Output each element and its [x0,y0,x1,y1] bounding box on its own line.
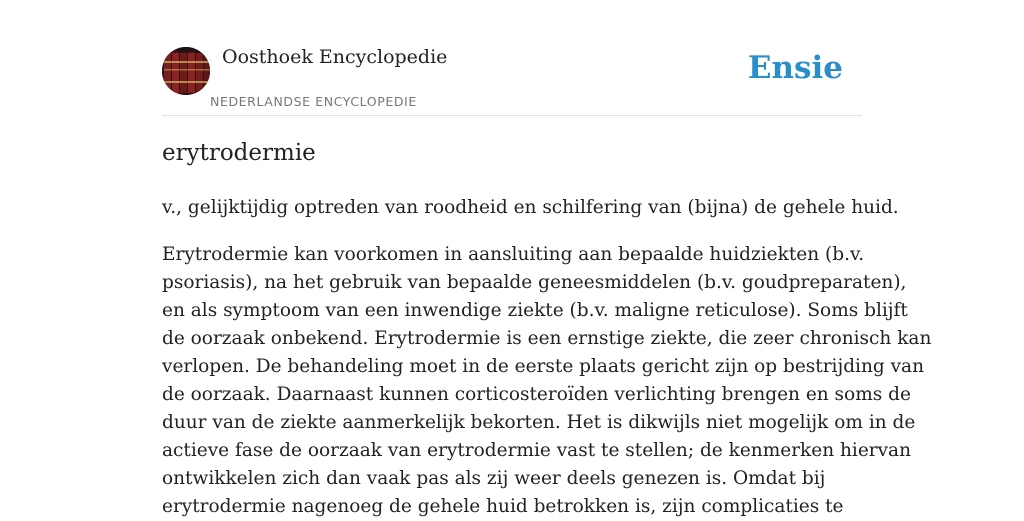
site-header [162,0,862,116]
article-body [162,241,932,521]
encyclopedia-books-icon[interactable] [162,47,210,95]
brand-logo-link[interactable]: Ensie [747,50,843,86]
site-subtitle: NEDERLANDSE ENCYCLOPEDIE [210,94,417,109]
site-name-link[interactable]: Oosthoek Encyclopedie [222,46,448,68]
body-line: erytrodermie nagenoeg de gehele huid betrokken is, zijn complicaties te [162,496,844,517]
article-definition: v., gelijktijdig optreden van roodheid en schilfering van (bijna) de gehele huid. [162,197,899,218]
body-line: actieve fase de oorzaak van erytrodermie vast te stellen; de kenmerken hiervan [162,440,912,461]
article-title: erytrodermie [162,140,316,166]
body-line: en als symptoom van een inwendige ziekte (b.v. maligne reticulose). Soms blijft [162,300,908,321]
page [162,0,932,517]
body-line: Erytrodermie kan voorkomen in aansluiting aan bepaalde huidziekten (b.v. [162,244,865,265]
body-line: psoriasis), na het gebruik van bepaalde geneesmiddelen (b.v. goudpreparaten), [162,272,907,293]
body-line: verlopen. De behandeling moet in de eerste plaats gericht zijn op bestrijding van [162,356,924,377]
body-line: de oorzaak. Daarnaast kunnen corticosteroïden verlichting brengen en soms de [162,384,911,405]
body-line: duur van de ziekte aanmerkelijk bekorten. Het is dikwijls niet mogelijk om in de [162,412,916,433]
body-line: de oorzaak onbekend. Erytrodermie is een ernstige ziekte, die zeer chronisch kan [162,328,932,349]
body-line: ontwikkelen zich dan vaak pas als zij weer deels genezen is. Omdat bij [162,468,826,489]
